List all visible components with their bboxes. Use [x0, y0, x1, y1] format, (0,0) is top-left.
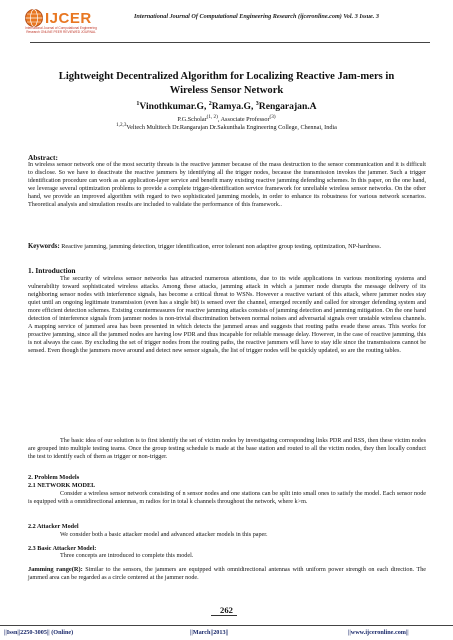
role-superscript: (3) — [269, 114, 276, 120]
intro-paragraph-1: The security of wireless sensor networks has attracted numerous attentions, due to its wide applications in various monitoring systems and vulnerability toward sophisticated wireless attacks. Among these attacks, jamming attack in which a jammer node disrupts the message delivery of its neighboring sensor nodes with interference signals, has become a critical threat to WSNs. However a reactive variant of this attack, where jammer nodes stay quiet until an ongoing legitimate transmission (even has a single bit) is sensed over the channel, emerged recently and called for stronger defending system and more efficient detection schemes. Existing countermeasures for reactive jamming attacks consists of jamming detection and jamming mitigation. On the one hand detection of interference signals from jammer nodes is non-trivial discrimination between normal noises and adversarial signals over unstable wireless channels. A mapping service of jammed area has been presented in which detects the jammed areas and suggests that routing paths evade these areas. This works for proactive jamming, since all the jammed nodes are having low PDR and thus incapable for reliable message delay. However, in the case of reactive jamming, this is not always the case. By excluding the set of trigger nodes from the routing paths, the reactive jammers will have to stay idle since the transmissions cannot be sensed. Even though the jammers move around and detect new sensor signals, the list of trigger nodes will be quickly updated, so are the routing tables. — [28, 276, 426, 355]
basic-attacker-paragraph: Three concepts are introduced to complete this model. — [60, 553, 194, 559]
keywords-text: Reactive jamming, jamming detection, trigger identification, error tolerant non adaptive group testing, optimization, NP-hardness. — [59, 244, 381, 250]
author-number: 2 — [208, 101, 212, 107]
journal-title: International Journal Of Computational Engineering Research (ijceronline.com) Vol. 3 Issue. 3 — [134, 13, 379, 20]
jamming-range-label: Jamming range(R): — [28, 566, 83, 573]
author-name: Vinothkumar.G, — [139, 101, 207, 113]
author-number: 3 — [255, 101, 259, 107]
keywords-label: Keywords: — [28, 243, 60, 250]
keywords — [28, 243, 426, 251]
section-heading-problem-models: 2. Problem Models — [28, 474, 80, 481]
journal-logo — [24, 8, 98, 38]
section-heading-introduction: 1. Introduction — [28, 266, 76, 275]
jamming-range-text: Similar to the sensors, the jammers are equipped with omnidirectional antennas with uniform power strength on each direction. The jammed area can be regarded as a circle centered at the jammer node. — [28, 567, 426, 582]
intro-paragraph-2: The basic idea of our solution is to first identify the set of victim nodes by investigating corresponding links PDR and RSS, then these victim nodes are grouped into multiple testing teams. Once the group testing schedule is made at the base station and routed to all the victim nodes, they then locally conduct the test to identify each of them as trigger or non-trigger. — [28, 438, 426, 461]
logo-text: IJCER — [45, 10, 92, 27]
jamming-range-paragraph — [28, 566, 426, 582]
author-name: Rengarajan.A — [258, 101, 317, 113]
author-list — [40, 101, 413, 112]
subsection-heading-basic-attacker: 2.3 Basic Attacker Model: — [28, 545, 97, 552]
author-institution — [40, 122, 413, 131]
abstract-heading: Abstract: — [28, 153, 58, 162]
institution-superscript: 1,2,3 — [116, 122, 127, 128]
role-text: P.G.Scholar — [177, 116, 207, 124]
network-model-paragraph: Consider a wireless sensor network consisting of n sensor nodes and one stations can be split into small ones to satisfy the model. Each sensor node is equipped with a omnidirectional antennas, m radios for in total k channels throughout the network, where k>m. — [28, 491, 426, 506]
author-name: Ramya.G, — [211, 101, 254, 113]
attacker-model-paragraph: We consider both a basic attacker model and advanced attacker models in this paper. — [60, 532, 268, 538]
footer-issn: ||Issn||2250-3005|| (Online) — [4, 629, 74, 636]
logo-subtitle: International Journal of Computational Engineering Research ONLINE PEER REVIEWED JOURNAL — [25, 26, 97, 34]
abstract-body: In wireless sensor network one of the most security threats is the reactive jammer because of the mass destruction to the sensor communication and it is difficult to disclose. So we have to deactivate the reactive jammers by identifying all the trigger nodes, because the transmission invokes the jammer. Such a trigger identification procedure can work as an application-layer service and benefit many existing reactive jamming defending schemes. In this paper, on the one hand, we leverage several optimization problems to provide a complete trigger-identification service framework for unreliable wireless sensor networks. On the other hand, we provide an improved algorithm with regard to two sophisticated jamming models, in order to enhance its robustness for various network scenarios. Theoretical analysis and simulation results are included to validate the performance of this framework.. — [28, 162, 426, 209]
author-number: 1 — [136, 101, 140, 107]
globe-icon — [24, 8, 44, 28]
paper-title: Lightweight Decentralized Algorithm for Localizing Reactive Jam-mers in Wireless Sensor Network — [58, 71, 395, 96]
header-rule — [30, 42, 430, 43]
page-header — [0, 0, 453, 40]
subsection-heading-attacker-model: 2.2 Attacker Model — [28, 523, 79, 530]
institution-text: Veltech Multitech Dr.Rangarajan Dr.Sakunthala Engineering College, Chennai, India — [126, 124, 337, 132]
role-text: , Associate Professor — [217, 116, 270, 124]
footer-website: ||www.ijceronline.com|| — [348, 629, 409, 636]
footer-date: ||March||2013|| — [190, 629, 229, 636]
page-number-underline — [211, 615, 237, 616]
page-number: 262 — [220, 605, 233, 615]
subsection-heading-network-model: 2.1 NETWORK MODEL — [28, 482, 96, 489]
footer-rule — [0, 625, 453, 626]
role-superscript: (1, 2) — [206, 114, 218, 120]
